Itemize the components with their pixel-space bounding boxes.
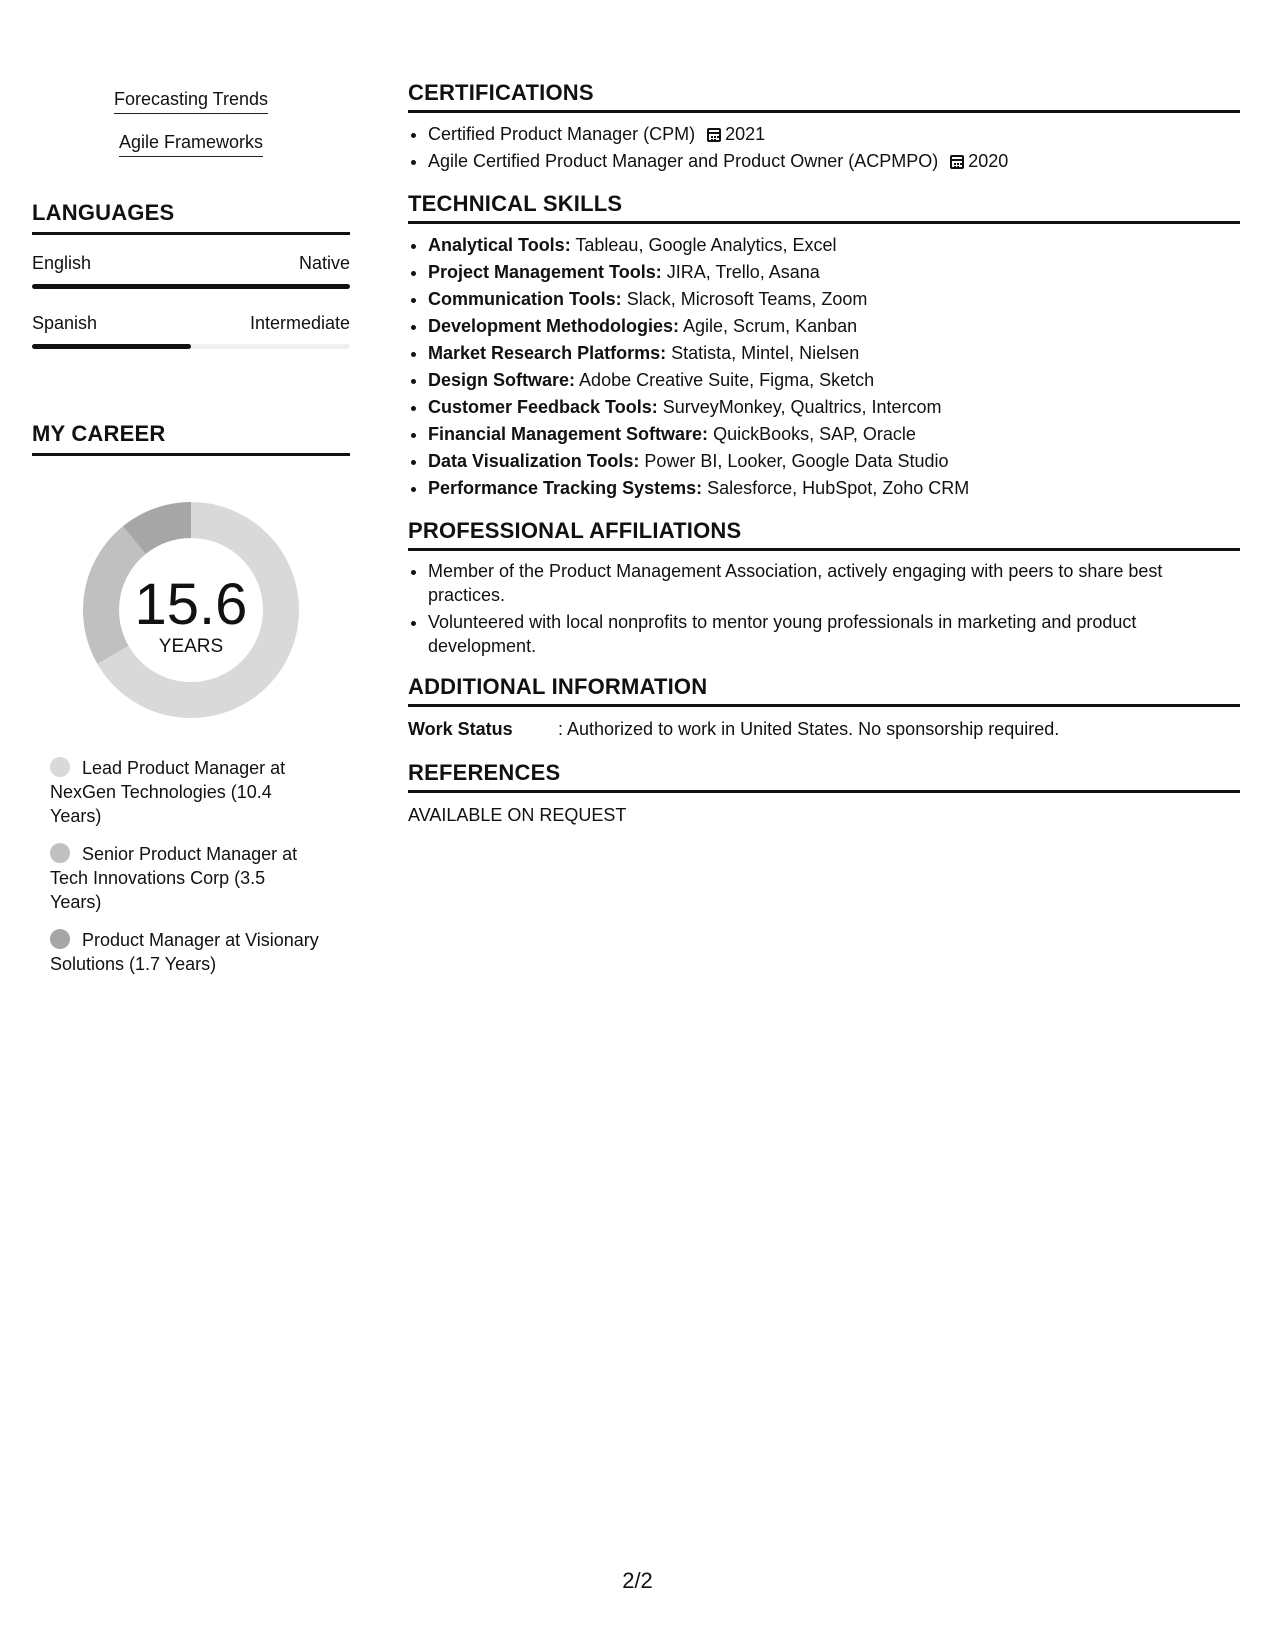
skill-item bbox=[428, 448, 1240, 475]
skill-value: Agile, Scrum, Kanban bbox=[683, 316, 858, 336]
certification-year: 2021 bbox=[725, 124, 766, 144]
career-role-label: Product Manager at Visionary Solutions (1.7 Years) bbox=[50, 930, 319, 974]
skill-item bbox=[428, 421, 1240, 448]
main-content bbox=[408, 80, 1240, 842]
skill-item bbox=[428, 286, 1240, 313]
skill-tag: Agile Frameworks bbox=[119, 132, 263, 157]
legend-dot bbox=[50, 757, 70, 777]
career-legend-item bbox=[50, 756, 320, 828]
skill-value: Tableau, Google Analytics, Excel bbox=[575, 235, 837, 255]
skill-item bbox=[428, 313, 1240, 340]
skill-value: Adobe Creative Suite, Figma, Sketch bbox=[579, 370, 875, 390]
language-bar-fill bbox=[32, 344, 191, 349]
language-name: English bbox=[32, 253, 92, 273]
affiliation-item: • Member of the Product Management Association, actively engaging with peers to share best practices. bbox=[428, 559, 1240, 607]
skill-item bbox=[428, 259, 1240, 286]
skill-value: JIRA, Trello, Asana bbox=[666, 262, 820, 282]
career-section bbox=[32, 421, 350, 976]
career-total-unit: YEARS bbox=[158, 636, 224, 657]
skill-label: Performance Tracking Systems: bbox=[428, 478, 703, 498]
career-legend-item bbox=[50, 842, 320, 914]
skill-value: SurveyMonkey, Qualtrics, Intercom bbox=[662, 397, 942, 417]
skill-label: Customer Feedback Tools: bbox=[428, 397, 658, 417]
skill-value: Slack, Microsoft Teams, Zoom bbox=[626, 289, 868, 309]
skill-item bbox=[428, 340, 1240, 367]
language-bar bbox=[32, 284, 350, 289]
language-level: Native bbox=[298, 253, 350, 273]
certification-item bbox=[428, 121, 1240, 148]
additional-info-section bbox=[408, 674, 1240, 740]
language-level: Intermediate bbox=[249, 313, 350, 333]
skill-item bbox=[428, 367, 1240, 394]
skill-label: Development Methodologies: bbox=[428, 316, 680, 336]
language-item bbox=[32, 253, 350, 289]
skill-label: Market Research Platforms: bbox=[428, 343, 667, 363]
legend-dot bbox=[50, 843, 70, 863]
certifications-section bbox=[408, 80, 1240, 175]
technical-skills-heading: TECHNICAL SKILLS bbox=[408, 191, 1240, 224]
certification-year: 2020 bbox=[968, 151, 1009, 171]
skill-label: Data Visualization Tools: bbox=[428, 451, 640, 471]
skill-tag: Forecasting Trends bbox=[114, 89, 268, 114]
certification-item bbox=[428, 148, 1240, 175]
certification-name: Certified Product Manager (CPM) bbox=[428, 124, 696, 144]
career-donut-chart bbox=[79, 498, 303, 722]
career-total-value: 15.6 bbox=[134, 572, 248, 637]
career-legend-item bbox=[50, 928, 320, 976]
skill-value: Power BI, Looker, Google Data Studio bbox=[644, 451, 949, 471]
language-bar-fill bbox=[32, 284, 350, 289]
certifications-list bbox=[408, 121, 1240, 175]
career-legend bbox=[32, 756, 320, 976]
calendar-icon bbox=[950, 155, 964, 169]
career-role-label: Lead Product Manager at NexGen Technologies (10.4 Years) bbox=[50, 758, 286, 826]
references-heading: REFERENCES bbox=[408, 760, 1240, 793]
language-name: Spanish bbox=[32, 313, 98, 333]
skill-value: QuickBooks, SAP, Oracle bbox=[713, 424, 916, 444]
additional-info-heading: ADDITIONAL INFORMATION bbox=[408, 674, 1240, 707]
skill-item bbox=[428, 475, 1240, 502]
work-status-label: Work Status bbox=[408, 719, 513, 739]
skill-value: Salesforce, HubSpot, Zoho CRM bbox=[707, 478, 970, 498]
affiliation-item: • Volunteered with local nonprofits to mentor young professionals in marketing and product development. bbox=[428, 610, 1240, 658]
certifications-heading: CERTIFICATIONS bbox=[408, 80, 1240, 113]
skill-item bbox=[428, 394, 1240, 421]
career-role-label: Senior Product Manager at Tech Innovations Corp (3.5 Years) bbox=[50, 844, 298, 912]
certification-name: Agile Certified Product Manager and Product Owner (ACPMPO) bbox=[428, 151, 939, 171]
languages-heading: LANGUAGES bbox=[32, 200, 350, 235]
skill-item bbox=[428, 232, 1240, 259]
work-status-row bbox=[408, 719, 1240, 740]
skill-label: Project Management Tools: bbox=[428, 262, 662, 282]
page-number: 2/2 bbox=[622, 1568, 653, 1593]
language-item bbox=[32, 313, 350, 349]
work-status-value: : Authorized to work in United States. No sponsorship required. bbox=[558, 719, 1060, 739]
career-heading: MY CAREER bbox=[32, 421, 350, 456]
affiliations-section bbox=[408, 518, 1240, 658]
skill-tags bbox=[32, 80, 350, 166]
sidebar bbox=[32, 80, 350, 990]
affiliations-heading: PROFESSIONAL AFFILIATIONS bbox=[408, 518, 1240, 551]
references-section bbox=[408, 760, 1240, 826]
technical-skills-list bbox=[408, 232, 1240, 502]
skill-label: Design Software: bbox=[428, 370, 576, 390]
language-bar bbox=[32, 344, 350, 349]
skill-label: Financial Management Software: bbox=[428, 424, 709, 444]
languages-section bbox=[32, 200, 350, 349]
skill-value: Statista, Mintel, Nielsen bbox=[671, 343, 860, 363]
skill-label: Analytical Tools: bbox=[428, 235, 571, 255]
references-text: AVAILABLE ON REQUEST bbox=[408, 805, 627, 825]
legend-dot bbox=[50, 929, 70, 949]
calendar-icon bbox=[707, 128, 721, 142]
skill-label: Communication Tools: bbox=[428, 289, 622, 309]
technical-skills-section bbox=[408, 191, 1240, 502]
affiliations-list bbox=[408, 559, 1240, 658]
